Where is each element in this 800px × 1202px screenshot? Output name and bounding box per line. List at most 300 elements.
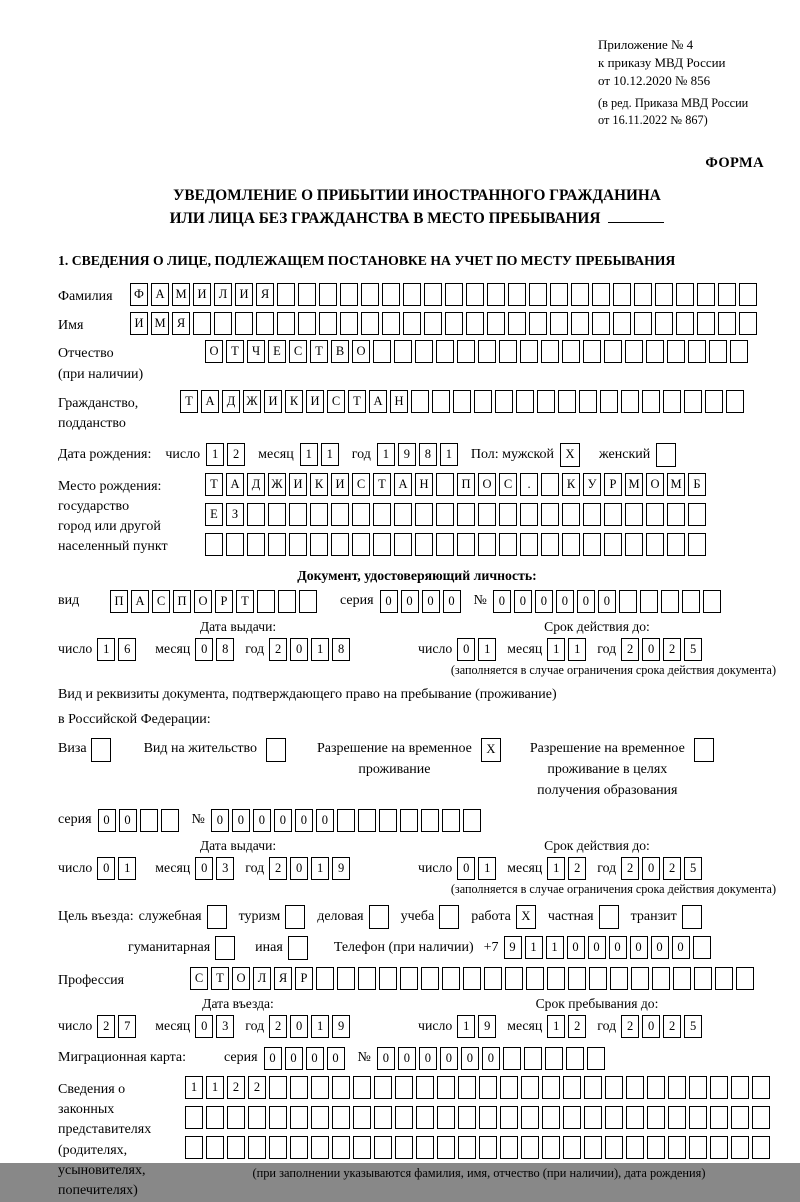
char-box[interactable] (599, 905, 619, 929)
char-box[interactable]: О (205, 340, 223, 363)
char-box[interactable]: М (172, 283, 190, 306)
char-box[interactable] (673, 967, 691, 990)
char-box[interactable] (571, 283, 589, 306)
char-box[interactable] (248, 1106, 266, 1129)
char-box[interactable]: 0 (398, 1047, 416, 1070)
char-box[interactable] (605, 1136, 623, 1159)
char-box[interactable]: Я (256, 283, 274, 306)
char-box[interactable]: В (331, 340, 349, 363)
char-box[interactable] (697, 312, 715, 335)
char-box[interactable] (442, 967, 460, 990)
char-box[interactable]: 0 (211, 809, 229, 832)
char-box[interactable] (499, 503, 517, 526)
char-box[interactable]: 2 (621, 638, 639, 661)
char-box[interactable] (421, 809, 439, 832)
char-box[interactable]: 1 (457, 1015, 475, 1038)
char-box[interactable]: 0 (457, 857, 475, 880)
char-box[interactable] (563, 1106, 581, 1129)
char-box[interactable] (689, 1106, 707, 1129)
char-box[interactable] (667, 340, 685, 363)
char-box[interactable] (526, 967, 544, 990)
char-box[interactable] (689, 1076, 707, 1099)
char-box[interactable] (268, 503, 286, 526)
char-box[interactable] (379, 809, 397, 832)
char-box[interactable] (613, 312, 631, 335)
char-box[interactable]: С (499, 473, 517, 496)
char-box[interactable] (656, 443, 676, 467)
char-box[interactable] (247, 533, 265, 556)
char-box[interactable] (400, 967, 418, 990)
char-box[interactable]: Р (215, 590, 233, 613)
char-box[interactable] (705, 390, 723, 413)
char-box[interactable]: 8 (419, 443, 437, 466)
char-box[interactable]: С (289, 340, 307, 363)
char-box[interactable] (395, 1136, 413, 1159)
char-box[interactable]: М (151, 312, 169, 335)
char-box[interactable]: 0 (440, 1047, 458, 1070)
char-box[interactable]: 5 (684, 857, 702, 880)
char-box[interactable] (400, 809, 418, 832)
char-box[interactable] (421, 967, 439, 990)
char-box[interactable]: И (331, 473, 349, 496)
char-box[interactable] (394, 340, 412, 363)
char-box[interactable] (445, 312, 463, 335)
char-box[interactable]: 0 (514, 590, 532, 613)
char-box[interactable]: К (310, 473, 328, 496)
char-box[interactable] (411, 390, 429, 413)
char-box[interactable] (277, 312, 295, 335)
char-box[interactable]: 0 (461, 1047, 479, 1070)
char-box[interactable] (495, 390, 513, 413)
char-box[interactable] (457, 533, 475, 556)
char-box[interactable] (337, 967, 355, 990)
char-box[interactable] (542, 1076, 560, 1099)
char-box[interactable] (726, 390, 744, 413)
char-box[interactable]: И (130, 312, 148, 335)
char-box[interactable] (529, 312, 547, 335)
char-box[interactable] (499, 533, 517, 556)
char-box[interactable] (676, 283, 694, 306)
char-box[interactable] (625, 340, 643, 363)
char-box[interactable] (479, 1136, 497, 1159)
char-box[interactable]: 1 (478, 638, 496, 661)
char-box[interactable] (503, 1047, 521, 1070)
char-box[interactable]: А (131, 590, 149, 613)
char-box[interactable]: 0 (493, 590, 511, 613)
char-box[interactable] (709, 340, 727, 363)
char-box[interactable]: 9 (478, 1015, 496, 1038)
char-box[interactable] (374, 1076, 392, 1099)
char-box[interactable]: 0 (253, 809, 271, 832)
char-box[interactable] (374, 1106, 392, 1129)
char-box[interactable]: 1 (525, 936, 543, 959)
char-box[interactable] (583, 340, 601, 363)
char-box[interactable] (331, 533, 349, 556)
char-box[interactable] (563, 1136, 581, 1159)
char-box[interactable]: Б (688, 473, 706, 496)
char-box[interactable] (415, 340, 433, 363)
char-box[interactable]: З (226, 503, 244, 526)
char-box[interactable]: Т (205, 473, 223, 496)
char-box[interactable]: 2 (248, 1076, 266, 1099)
char-box[interactable] (311, 1076, 329, 1099)
char-box[interactable]: 1 (547, 857, 565, 880)
char-box[interactable] (604, 533, 622, 556)
char-box[interactable]: 8 (216, 638, 234, 661)
char-box[interactable] (610, 967, 628, 990)
char-box[interactable] (661, 590, 679, 613)
char-box[interactable]: 0 (482, 1047, 500, 1070)
char-box[interactable]: 2 (269, 857, 287, 880)
char-box[interactable]: Н (390, 390, 408, 413)
char-box[interactable] (206, 1136, 224, 1159)
char-box[interactable]: С (152, 590, 170, 613)
char-box[interactable]: 0 (380, 590, 398, 613)
char-box[interactable] (299, 590, 317, 613)
char-box[interactable]: И (193, 283, 211, 306)
char-box[interactable] (458, 1136, 476, 1159)
char-box[interactable] (478, 503, 496, 526)
char-box[interactable] (332, 1106, 350, 1129)
char-box[interactable]: 1 (568, 638, 586, 661)
char-box[interactable] (703, 590, 721, 613)
char-box[interactable] (403, 283, 421, 306)
char-box[interactable] (269, 1106, 287, 1129)
char-box[interactable]: 1 (311, 638, 329, 661)
char-box[interactable] (730, 340, 748, 363)
char-box[interactable]: 1 (185, 1076, 203, 1099)
char-box[interactable]: 0 (535, 590, 553, 613)
char-box[interactable] (479, 1076, 497, 1099)
char-box[interactable]: 0 (672, 936, 690, 959)
char-box[interactable]: Е (205, 503, 223, 526)
char-box[interactable] (625, 503, 643, 526)
char-box[interactable] (500, 1076, 518, 1099)
char-box[interactable] (626, 1136, 644, 1159)
char-box[interactable] (269, 1076, 287, 1099)
char-box[interactable] (439, 905, 459, 929)
char-box[interactable]: 0 (195, 1015, 213, 1038)
char-box[interactable] (290, 1106, 308, 1129)
char-box[interactable]: 1 (206, 443, 224, 466)
char-box[interactable] (668, 1136, 686, 1159)
char-box[interactable]: Т (310, 340, 328, 363)
char-box[interactable] (542, 1136, 560, 1159)
char-box[interactable] (457, 340, 475, 363)
char-box[interactable] (571, 312, 589, 335)
char-box[interactable]: 9 (398, 443, 416, 466)
char-box[interactable]: А (151, 283, 169, 306)
char-box[interactable]: О (352, 340, 370, 363)
char-box[interactable] (358, 967, 376, 990)
char-box[interactable]: 1 (300, 443, 318, 466)
char-box[interactable]: Р (295, 967, 313, 990)
char-box[interactable] (647, 1076, 665, 1099)
char-box[interactable]: 1 (546, 936, 564, 959)
char-box[interactable] (424, 283, 442, 306)
char-box[interactable] (688, 533, 706, 556)
char-box[interactable] (583, 503, 601, 526)
char-box[interactable] (436, 473, 454, 496)
char-box[interactable] (373, 533, 391, 556)
char-box[interactable] (710, 1076, 728, 1099)
char-box[interactable] (667, 503, 685, 526)
char-box[interactable]: 0 (195, 638, 213, 661)
char-box[interactable] (285, 905, 305, 929)
char-box[interactable] (358, 809, 376, 832)
char-box[interactable] (568, 967, 586, 990)
char-box[interactable] (592, 312, 610, 335)
char-box[interactable] (478, 340, 496, 363)
char-box[interactable] (332, 1136, 350, 1159)
char-box[interactable] (605, 1076, 623, 1099)
char-box[interactable]: 0 (567, 936, 585, 959)
char-box[interactable] (541, 340, 559, 363)
char-box[interactable] (693, 936, 711, 959)
char-box[interactable] (369, 905, 389, 929)
char-box[interactable]: 0 (290, 1015, 308, 1038)
char-box[interactable] (298, 283, 316, 306)
char-box[interactable] (587, 1047, 605, 1070)
char-box[interactable]: 0 (119, 809, 137, 832)
char-box[interactable] (373, 340, 391, 363)
char-box[interactable]: 0 (98, 809, 116, 832)
char-box[interactable] (694, 738, 714, 762)
char-box[interactable]: 1 (118, 857, 136, 880)
char-box[interactable] (694, 967, 712, 990)
char-box[interactable] (337, 809, 355, 832)
char-box[interactable] (739, 283, 757, 306)
char-box[interactable]: Л (253, 967, 271, 990)
char-box[interactable]: 0 (651, 936, 669, 959)
char-box[interactable] (256, 312, 274, 335)
char-box[interactable] (185, 1136, 203, 1159)
char-box[interactable]: 0 (577, 590, 595, 613)
char-box[interactable]: 0 (588, 936, 606, 959)
char-box[interactable] (415, 503, 433, 526)
char-box[interactable]: Ж (268, 473, 286, 496)
char-box[interactable] (621, 390, 639, 413)
char-box[interactable]: 2 (227, 443, 245, 466)
char-box[interactable] (541, 473, 559, 496)
char-box[interactable] (736, 967, 754, 990)
char-box[interactable] (394, 503, 412, 526)
char-box[interactable]: Ч (247, 340, 265, 363)
char-box[interactable]: К (285, 390, 303, 413)
char-box[interactable] (547, 967, 565, 990)
char-box[interactable] (352, 533, 370, 556)
char-box[interactable]: А (201, 390, 219, 413)
char-box[interactable] (579, 390, 597, 413)
char-box[interactable] (520, 503, 538, 526)
char-box[interactable]: 0 (457, 638, 475, 661)
char-box[interactable] (521, 1106, 539, 1129)
char-box[interactable]: 0 (556, 590, 574, 613)
char-box[interactable] (311, 1106, 329, 1129)
char-box[interactable] (584, 1136, 602, 1159)
char-box[interactable] (361, 312, 379, 335)
char-box[interactable] (583, 533, 601, 556)
char-box[interactable] (524, 1047, 542, 1070)
char-box[interactable] (353, 1076, 371, 1099)
char-box[interactable] (382, 283, 400, 306)
char-box[interactable]: 2 (568, 1015, 586, 1038)
char-box[interactable]: П (173, 590, 191, 613)
char-box[interactable] (592, 283, 610, 306)
char-box[interactable] (647, 1136, 665, 1159)
char-box[interactable]: 6 (118, 638, 136, 661)
char-box[interactable] (558, 390, 576, 413)
char-box[interactable]: 0 (422, 590, 440, 613)
char-box[interactable] (466, 283, 484, 306)
char-box[interactable] (478, 533, 496, 556)
char-box[interactable]: 0 (232, 809, 250, 832)
char-box[interactable] (340, 312, 358, 335)
char-box[interactable]: И (264, 390, 282, 413)
char-box[interactable]: К (562, 473, 580, 496)
char-box[interactable] (215, 936, 235, 960)
char-box[interactable] (731, 1136, 749, 1159)
char-box[interactable] (634, 312, 652, 335)
char-box[interactable]: 1 (311, 857, 329, 880)
char-box[interactable] (436, 340, 454, 363)
char-box[interactable]: 1 (547, 638, 565, 661)
char-box[interactable] (752, 1106, 770, 1129)
char-box[interactable] (474, 390, 492, 413)
char-box[interactable]: 2 (621, 1015, 639, 1038)
char-box[interactable] (562, 340, 580, 363)
char-box[interactable] (521, 1076, 539, 1099)
char-box[interactable] (634, 283, 652, 306)
char-box[interactable] (248, 1136, 266, 1159)
char-box[interactable] (646, 533, 664, 556)
char-box[interactable] (289, 533, 307, 556)
char-box[interactable] (516, 390, 534, 413)
char-box[interactable] (416, 1136, 434, 1159)
char-box[interactable]: 9 (332, 1015, 350, 1038)
char-box[interactable] (604, 340, 622, 363)
char-box[interactable] (458, 1076, 476, 1099)
char-box[interactable]: 5 (684, 638, 702, 661)
char-box[interactable] (625, 533, 643, 556)
char-box[interactable] (453, 390, 471, 413)
char-box[interactable] (437, 1136, 455, 1159)
char-box[interactable]: 2 (621, 857, 639, 880)
char-box[interactable]: Е (268, 340, 286, 363)
char-box[interactable]: М (667, 473, 685, 496)
char-box[interactable] (247, 503, 265, 526)
char-box[interactable] (416, 1106, 434, 1129)
char-box[interactable]: 3 (216, 857, 234, 880)
char-box[interactable]: С (190, 967, 208, 990)
char-box[interactable] (288, 936, 308, 960)
char-box[interactable] (403, 312, 421, 335)
char-box[interactable] (500, 1136, 518, 1159)
char-box[interactable] (457, 503, 475, 526)
char-box[interactable]: 2 (663, 857, 681, 880)
char-box[interactable]: Т (348, 390, 366, 413)
char-box[interactable] (278, 590, 296, 613)
char-box[interactable] (310, 533, 328, 556)
char-box[interactable] (319, 312, 337, 335)
char-box[interactable] (505, 967, 523, 990)
char-box[interactable] (394, 533, 412, 556)
char-box[interactable]: Я (172, 312, 190, 335)
char-box[interactable] (479, 1106, 497, 1129)
char-box[interactable] (584, 1076, 602, 1099)
char-box[interactable] (626, 1106, 644, 1129)
char-box[interactable]: Ф (130, 283, 148, 306)
char-box[interactable]: 1 (478, 857, 496, 880)
char-box[interactable]: Я (274, 967, 292, 990)
char-box[interactable] (353, 1106, 371, 1129)
char-box[interactable] (600, 390, 618, 413)
char-box[interactable] (626, 1076, 644, 1099)
char-box[interactable] (508, 312, 526, 335)
char-box[interactable] (416, 1076, 434, 1099)
char-box[interactable] (266, 738, 286, 762)
char-box[interactable]: 0 (274, 809, 292, 832)
char-box[interactable]: И (235, 283, 253, 306)
char-box[interactable]: 0 (377, 1047, 395, 1070)
char-box[interactable]: 1 (311, 1015, 329, 1038)
char-box[interactable] (697, 283, 715, 306)
char-box[interactable]: 1 (547, 1015, 565, 1038)
char-box[interactable]: Р (604, 473, 622, 496)
char-box[interactable] (205, 533, 223, 556)
char-box[interactable] (541, 503, 559, 526)
char-box[interactable] (688, 340, 706, 363)
char-box[interactable] (646, 503, 664, 526)
char-box[interactable]: 0 (264, 1047, 282, 1070)
char-box[interactable] (542, 1106, 560, 1129)
char-box[interactable]: 1 (440, 443, 458, 466)
char-box[interactable]: 0 (642, 638, 660, 661)
char-box[interactable]: 1 (206, 1076, 224, 1099)
char-box[interactable] (631, 967, 649, 990)
char-box[interactable] (332, 1076, 350, 1099)
char-box[interactable] (290, 1136, 308, 1159)
char-box[interactable] (214, 312, 232, 335)
char-box[interactable] (663, 390, 681, 413)
char-box[interactable] (655, 283, 673, 306)
char-box[interactable] (562, 533, 580, 556)
char-box[interactable] (688, 503, 706, 526)
char-box[interactable]: 7 (118, 1015, 136, 1038)
char-box[interactable] (382, 312, 400, 335)
char-box[interactable]: А (369, 390, 387, 413)
char-box[interactable]: 0 (419, 1047, 437, 1070)
char-box[interactable]: О (232, 967, 250, 990)
char-box[interactable]: 1 (321, 443, 339, 466)
char-box[interactable] (563, 1076, 581, 1099)
char-box[interactable]: О (646, 473, 664, 496)
char-box[interactable] (520, 340, 538, 363)
char-box[interactable] (646, 340, 664, 363)
char-box[interactable] (316, 967, 334, 990)
char-box[interactable] (718, 283, 736, 306)
char-box[interactable] (752, 1136, 770, 1159)
char-box[interactable] (415, 533, 433, 556)
char-box[interactable]: 0 (316, 809, 334, 832)
char-box[interactable] (655, 312, 673, 335)
char-box[interactable] (458, 1106, 476, 1129)
char-box[interactable] (311, 1136, 329, 1159)
char-box[interactable] (432, 390, 450, 413)
char-box[interactable] (395, 1076, 413, 1099)
char-box[interactable] (436, 533, 454, 556)
char-box[interactable] (584, 1106, 602, 1129)
